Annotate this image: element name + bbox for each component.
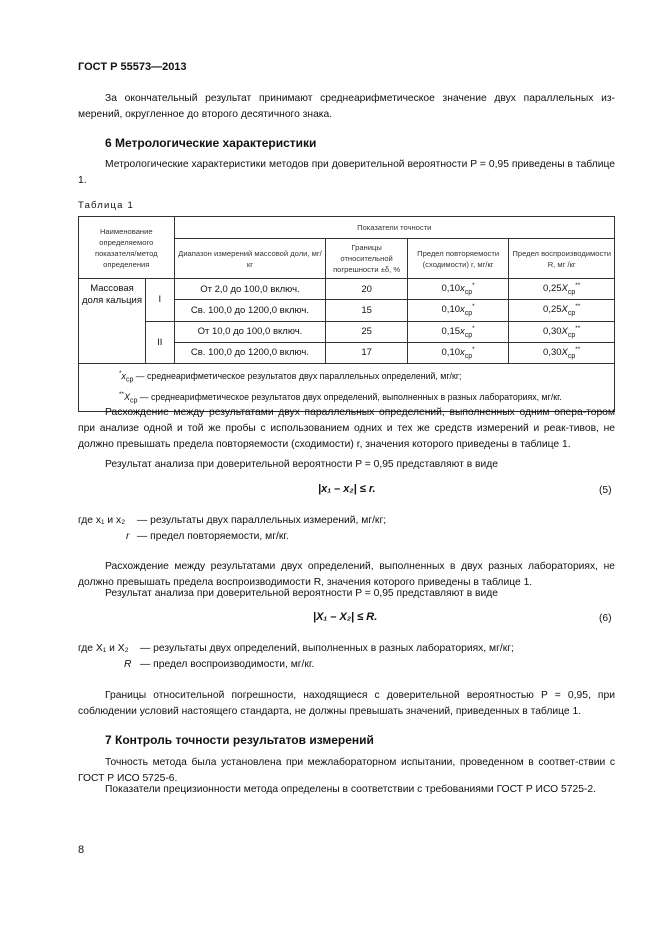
where-R-label: R xyxy=(124,659,132,670)
header-repeatability: Предел повторяемости (сходимости) r, мг/кг xyxy=(407,239,509,279)
paragraph-result-2: Результат анализа при доверительной вероятности P = 0,95 представляют в виде xyxy=(105,588,498,599)
delta-cell: 25 xyxy=(326,321,407,342)
repeatability-cell: $0,10x_{ср}^*$ xyxy=(407,279,509,300)
section-6-title: 6 Метрологические характеристики xyxy=(105,136,317,150)
reproducibility-cell: $0,25X_{ср}^{**}$ xyxy=(509,279,615,300)
table-caption: Таблица 1 xyxy=(78,200,134,211)
paragraph-accuracy: Точность метода была установлена при межлабораторном испытании, проведенном в соответ-ствии с ГОСТ Р ИСО 5725-6. xyxy=(78,757,615,784)
equation-number-6: (6) xyxy=(599,613,612,624)
repeatability-cell: $0,10x_{ср}^*$ xyxy=(407,300,509,321)
paragraph-discrepancy-reproducibility: Расхождение между результатами двух определений, выполненных в двух разных лабораториях, не должно превышать предела воспроизводимости R, значения которого приведены в таблице 1. xyxy=(78,561,615,588)
header-reproducibility: Предел воспроизводимости R, мг /кг xyxy=(509,239,615,279)
where-X1-X2-label: где X₁ и X₂ xyxy=(78,643,129,654)
formula-6: |X₁ – X₂| ≤ R. xyxy=(313,611,378,623)
paragraph-discrepancy-repeatability: Расхождение между результатами двух параллельных определений, выполненных одним опера-тором при анализе одной и той же пробы с использованием одних и тех же средств измерений и реак-тивов, не должно превышать предела повторяемости (сходимости) r, значения которого приведены в таблице 1. xyxy=(78,407,615,450)
repeatability-cell: $0,15x_{ср}^*$ xyxy=(407,321,509,342)
note-Xcp: $^{**}X_{ср}$ — среднеарифметическое результатов двух определений, выполненных в разных лабораториях, мг/кг. xyxy=(119,390,562,405)
indicator-name: Массовая доля кальция xyxy=(82,283,142,306)
paragraph-result-1: Результат анализа при доверительной вероятности P = 0,95 представляют в виде xyxy=(105,459,498,470)
header-indicator: Наименование определяемого показателя/метод определения xyxy=(79,217,175,279)
equation-number-5: (5) xyxy=(599,485,612,496)
document-header: ГОСТ Р 55573—2013 xyxy=(78,61,187,73)
reproducibility-cell: $0,30X_{ср}^{**}$ xyxy=(509,321,615,342)
accuracy-table xyxy=(78,216,615,412)
header-bounds: Границы относительной погрешности ±δ, % xyxy=(326,239,407,279)
page-number: 8 xyxy=(78,844,85,856)
range-cell: Св. 100,0 до 1200,0 включ. xyxy=(174,300,326,321)
where-r-text: — предел повторяемости, мг/кг. xyxy=(137,531,289,542)
paragraph-metrology: Метрологические характеристики методов при доверительной вероятности P = 0,95 приведены в таблице 1. xyxy=(78,159,615,186)
paragraph-precision: Показатели прецизионности метода определены в соответствии с требованиями ГОСТ Р ИСО 5725-2. xyxy=(105,784,596,795)
delta-cell: 17 xyxy=(326,342,407,363)
method-II: II xyxy=(157,336,163,348)
reproducibility-cell: $0,25X_{ср}^{**}$ xyxy=(509,300,615,321)
paragraph-error-bounds: Границы относительной погрешности, находящиеся с доверительной вероятностью P = 0,95, при соблюдении условий настоящего стандарта, не должны превышать значений, приведенных в таблице 1. xyxy=(78,690,615,717)
repeatability-cell: $0,10x_{ср}^*$ xyxy=(407,342,509,363)
where-x1-x2-text: — результаты двух параллельных измерений, мг/кг; xyxy=(137,515,387,526)
delta-cell: 15 xyxy=(326,300,407,321)
indicator-cell xyxy=(79,279,175,364)
where-X1-X2-text: — результаты двух определений, выполненных в разных лабораториях, мг/кг; xyxy=(140,643,514,654)
range-cell: Св. 100,0 до 1200,0 включ. xyxy=(174,342,326,363)
where-x1-x2-label: где x₁ и x₂ xyxy=(78,515,126,526)
table-row xyxy=(79,279,615,300)
formula-5: |x₁ – x₂| ≤ r. xyxy=(318,483,376,495)
note-xcp: $^*x_{ср}$ — среднеарифметическое результатов двух параллельных определений, мг/кг; xyxy=(119,370,462,384)
delta-cell: 20 xyxy=(326,279,407,300)
where-R-text: — предел воспроизводимости, мг/кг. xyxy=(140,659,315,670)
range-cell: От 10,0 до 100,0 включ. xyxy=(174,321,326,342)
section-7-title: 7 Контроль точности результатов измерений xyxy=(105,733,374,747)
header-accuracy: Показатели точности xyxy=(174,217,614,239)
paragraph-final-result: За окончательный результат принимают среднеарифметическое значение двух параллельных из-мерений, округленное до второго десятичного знака. xyxy=(78,93,615,120)
method-I: I xyxy=(146,279,174,322)
where-r-label: r xyxy=(126,531,130,542)
header-range: Диапазон измерений массовой доли, мг/кг xyxy=(174,239,326,279)
range-cell: От 2,0 до 100,0 включ. xyxy=(174,279,326,300)
reproducibility-cell: $0,30X_{ср}^{**}$ xyxy=(509,342,615,363)
